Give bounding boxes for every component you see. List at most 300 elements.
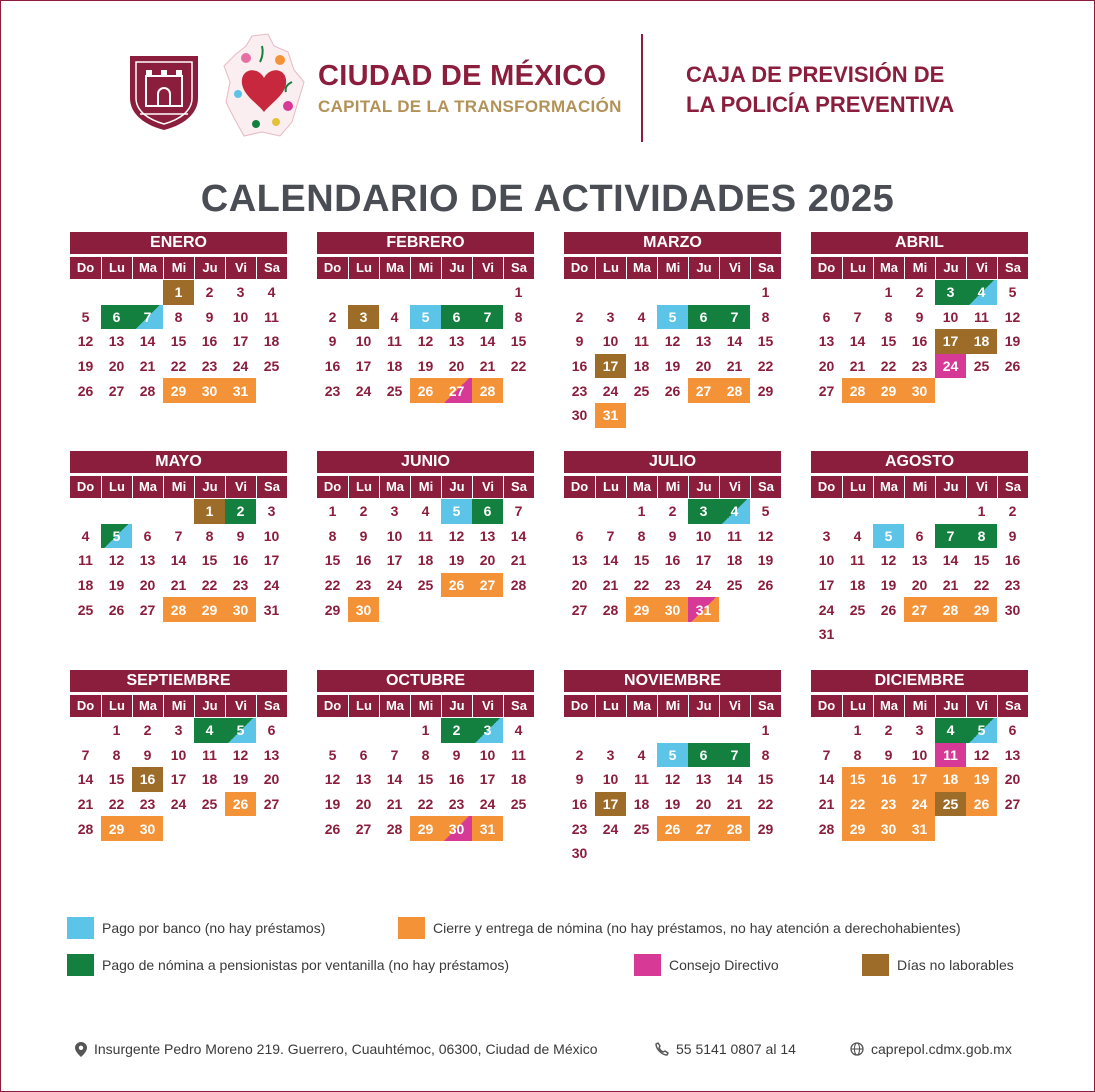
legend-swatch-nolab bbox=[862, 954, 889, 976]
day-cell: 29 bbox=[324, 601, 341, 618]
month-abril bbox=[811, 232, 1028, 403]
coat-of-arms-icon bbox=[128, 52, 200, 132]
empty-cell bbox=[811, 280, 842, 305]
day-cell: 23 bbox=[1004, 577, 1021, 594]
day-cell: 20 bbox=[448, 358, 465, 375]
empty-cell bbox=[595, 499, 626, 524]
day-cell: 1 bbox=[637, 503, 646, 520]
month-octubre bbox=[317, 670, 534, 841]
cdmx-heart-logo-icon bbox=[222, 32, 306, 140]
day-cell: 16 bbox=[911, 333, 928, 350]
weekday-header: Sa bbox=[750, 695, 781, 717]
weekday-header: Vi bbox=[472, 476, 503, 498]
day-cell-pension: 8 bbox=[966, 524, 997, 549]
day-cell: 20 bbox=[571, 577, 588, 594]
empty-cell bbox=[564, 718, 595, 743]
day-cell-cierre: 23 bbox=[873, 792, 904, 817]
day-cell: 22 bbox=[417, 796, 434, 813]
day-cell: 7 bbox=[174, 527, 183, 544]
day-grid bbox=[564, 718, 781, 866]
day-cell: 18 bbox=[201, 771, 218, 788]
day-cell: 30 bbox=[1004, 601, 1021, 618]
city-name: CIUDAD DE MÉXICO bbox=[318, 60, 607, 92]
empty-cell bbox=[904, 499, 935, 524]
day-cell: 2 bbox=[328, 308, 337, 325]
day-cell: 15 bbox=[633, 552, 650, 569]
day-cell: 14 bbox=[386, 771, 403, 788]
footer-website bbox=[850, 1041, 1012, 1057]
day-cell: 23 bbox=[355, 577, 372, 594]
day-cell: 15 bbox=[973, 552, 990, 569]
weekday-header: Do bbox=[564, 476, 595, 498]
day-cell: 25 bbox=[849, 601, 866, 618]
day-cell: 21 bbox=[139, 358, 156, 375]
day-cell-consejo-cierre: 31 bbox=[688, 597, 719, 622]
day-grid bbox=[70, 499, 287, 622]
day-cell: 3 bbox=[915, 722, 924, 739]
day-cell: 2 bbox=[575, 308, 584, 325]
day-cell: 14 bbox=[849, 333, 866, 350]
weekday-header: Ju bbox=[688, 695, 719, 717]
weekday-header: Do bbox=[70, 695, 101, 717]
weekday-header: Mi bbox=[163, 257, 194, 279]
day-cell: 31 bbox=[818, 626, 835, 643]
day-cell: 11 bbox=[264, 308, 279, 325]
weekday-header: Ju bbox=[441, 476, 472, 498]
day-cell-cierre: 29 bbox=[873, 378, 904, 403]
day-cell: 11 bbox=[418, 527, 433, 544]
day-cell: 10 bbox=[355, 333, 372, 350]
empty-cell bbox=[441, 280, 472, 305]
day-cell-cierre: 29 bbox=[410, 816, 441, 841]
day-cell: 14 bbox=[726, 771, 743, 788]
day-cell: 11 bbox=[78, 552, 93, 569]
weekday-header: Ma bbox=[873, 257, 904, 279]
month-mayo bbox=[70, 451, 287, 622]
month-name: ENERO bbox=[70, 232, 287, 254]
weekday-header-row bbox=[564, 695, 781, 717]
day-cell: 13 bbox=[571, 552, 588, 569]
day-cell: 2 bbox=[143, 722, 152, 739]
globe-icon bbox=[850, 1042, 864, 1056]
phone-icon bbox=[655, 1042, 669, 1056]
day-cell-cierre: 27 bbox=[688, 378, 719, 403]
day-cell-cierre: 26 bbox=[410, 378, 441, 403]
day-cell: 31 bbox=[263, 601, 280, 618]
weekday-header: Ju bbox=[688, 257, 719, 279]
day-cell: 18 bbox=[386, 358, 403, 375]
day-cell: 20 bbox=[139, 577, 156, 594]
legend-consejo bbox=[634, 954, 779, 976]
day-cell: 6 bbox=[1008, 722, 1017, 739]
day-cell: 19 bbox=[664, 358, 681, 375]
empty-cell bbox=[626, 718, 657, 743]
day-cell: 5 bbox=[1008, 284, 1017, 301]
day-cell: 11 bbox=[634, 333, 649, 350]
day-cell-cierre: 15 bbox=[842, 767, 873, 792]
day-cell-cierre: 29 bbox=[966, 597, 997, 622]
day-cell: 9 bbox=[1008, 527, 1017, 544]
day-cell: 18 bbox=[726, 552, 743, 569]
day-cell: 1 bbox=[977, 503, 986, 520]
day-cell: 9 bbox=[143, 746, 152, 763]
day-cell: 25 bbox=[263, 358, 280, 375]
empty-cell bbox=[379, 280, 410, 305]
day-cell: 21 bbox=[510, 552, 527, 569]
empty-cell bbox=[348, 718, 379, 743]
day-cell-pension-banco: 5 bbox=[966, 718, 997, 743]
weekday-header: Vi bbox=[225, 257, 256, 279]
day-cell: 23 bbox=[201, 358, 218, 375]
day-cell: 18 bbox=[77, 577, 94, 594]
day-cell: 3 bbox=[390, 503, 399, 520]
day-cell: 27 bbox=[139, 601, 156, 618]
day-cell: 12 bbox=[1004, 308, 1021, 325]
day-cell-cierre: 30 bbox=[348, 597, 379, 622]
day-cell: 2 bbox=[884, 722, 893, 739]
day-cell: 23 bbox=[664, 577, 681, 594]
day-cell: 15 bbox=[417, 771, 434, 788]
day-cell: 23 bbox=[571, 382, 588, 399]
day-cell-pension: 7 bbox=[719, 743, 750, 768]
day-cell: 24 bbox=[479, 796, 496, 813]
phone-text[interactable]: 55 5141 0807 al 14 bbox=[676, 1041, 796, 1057]
weekday-header-row bbox=[70, 695, 287, 717]
empty-cell bbox=[719, 718, 750, 743]
page-title: CALENDARIO DE ACTIVIDADES 2025 bbox=[200, 178, 895, 220]
day-grid bbox=[564, 499, 781, 622]
day-cell: 10 bbox=[818, 552, 835, 569]
day-cell: 28 bbox=[510, 577, 527, 594]
legend-label: Pago por banco (no hay préstamos) bbox=[102, 920, 326, 936]
weekday-header: Ma bbox=[626, 695, 657, 717]
weekday-header-row bbox=[70, 476, 287, 498]
day-cell: 13 bbox=[479, 527, 496, 544]
day-cell: 17 bbox=[818, 577, 835, 594]
day-cell: 19 bbox=[664, 796, 681, 813]
day-cell: 11 bbox=[850, 552, 865, 569]
day-cell-consejo: 11 bbox=[935, 743, 966, 768]
day-cell: 5 bbox=[761, 503, 770, 520]
day-cell: 28 bbox=[602, 601, 619, 618]
day-cell: 12 bbox=[973, 746, 990, 763]
day-cell-banco: 5 bbox=[441, 499, 472, 524]
legend-banco bbox=[67, 917, 325, 939]
day-cell-banco: 5 bbox=[657, 743, 688, 768]
day-cell-nolab: 1 bbox=[194, 499, 225, 524]
weekday-header: Do bbox=[70, 476, 101, 498]
weekday-header-row bbox=[564, 476, 781, 498]
day-cell: 24 bbox=[602, 820, 619, 837]
day-cell-pension: 4 bbox=[935, 718, 966, 743]
day-cell: 26 bbox=[880, 601, 897, 618]
day-cell: 12 bbox=[77, 333, 94, 350]
empty-cell bbox=[657, 718, 688, 743]
day-cell: 7 bbox=[822, 746, 831, 763]
day-grid bbox=[811, 499, 1028, 647]
day-cell: 9 bbox=[575, 333, 584, 350]
day-cell-cierre: 16 bbox=[873, 767, 904, 792]
weekday-header: Do bbox=[70, 257, 101, 279]
weekday-header: Vi bbox=[719, 695, 750, 717]
day-cell: 16 bbox=[1004, 552, 1021, 569]
weekday-header: Mi bbox=[904, 476, 935, 498]
day-cell-nolab: 1 bbox=[163, 280, 194, 305]
day-cell-cierre: 31 bbox=[225, 378, 256, 403]
weekday-header: Ju bbox=[441, 257, 472, 279]
day-cell: 20 bbox=[355, 796, 372, 813]
day-cell: 27 bbox=[818, 382, 835, 399]
empty-cell bbox=[688, 718, 719, 743]
day-cell: 11 bbox=[202, 746, 217, 763]
day-cell: 22 bbox=[757, 796, 774, 813]
day-cell-cierre: 26 bbox=[225, 792, 256, 817]
day-cell: 23 bbox=[571, 820, 588, 837]
day-cell-nolab: 18 bbox=[966, 329, 997, 354]
day-cell: 17 bbox=[263, 552, 280, 569]
weekday-header: Lu bbox=[842, 476, 873, 498]
day-cell-banco: 5 bbox=[657, 305, 688, 330]
day-cell: 20 bbox=[108, 358, 125, 375]
day-cell: 20 bbox=[695, 796, 712, 813]
day-cell: 11 bbox=[387, 333, 402, 350]
day-cell: 6 bbox=[267, 722, 276, 739]
day-cell: 22 bbox=[510, 358, 527, 375]
day-cell: 2 bbox=[915, 284, 924, 301]
weekday-header: Vi bbox=[966, 476, 997, 498]
day-cell: 14 bbox=[818, 771, 835, 788]
day-cell: 14 bbox=[510, 527, 527, 544]
day-cell: 9 bbox=[328, 333, 337, 350]
weekday-header: Ma bbox=[873, 695, 904, 717]
weekday-header: Do bbox=[811, 695, 842, 717]
empty-cell bbox=[317, 718, 348, 743]
day-cell: 16 bbox=[448, 771, 465, 788]
day-cell-cierre: 30 bbox=[657, 597, 688, 622]
day-cell: 17 bbox=[479, 771, 496, 788]
weekday-header: Ma bbox=[626, 257, 657, 279]
day-cell-pension-banco: 7 bbox=[132, 305, 163, 330]
day-cell: 12 bbox=[664, 333, 681, 350]
day-cell: 6 bbox=[575, 527, 584, 544]
day-cell-pension-banco: 4 bbox=[966, 280, 997, 305]
legend-swatch-consejo bbox=[634, 954, 661, 976]
weekday-header: Sa bbox=[750, 476, 781, 498]
day-cell: 14 bbox=[942, 552, 959, 569]
day-cell-nolab: 16 bbox=[132, 767, 163, 792]
day-cell-nolab: 17 bbox=[595, 792, 626, 817]
weekday-header: Sa bbox=[997, 257, 1028, 279]
weekday-header: Lu bbox=[101, 476, 132, 498]
day-cell: 8 bbox=[853, 746, 862, 763]
day-cell: 29 bbox=[757, 820, 774, 837]
day-cell: 22 bbox=[201, 577, 218, 594]
day-cell: 19 bbox=[77, 358, 94, 375]
day-cell: 26 bbox=[324, 820, 341, 837]
weekday-header: Mi bbox=[163, 695, 194, 717]
weekday-header: Mi bbox=[410, 695, 441, 717]
day-cell: 25 bbox=[77, 601, 94, 618]
day-cell: 10 bbox=[602, 333, 619, 350]
empty-cell bbox=[564, 280, 595, 305]
day-cell: 7 bbox=[81, 746, 90, 763]
weekday-header: Lu bbox=[348, 257, 379, 279]
day-cell: 21 bbox=[726, 796, 743, 813]
month-name: MAYO bbox=[70, 451, 287, 473]
day-cell: 21 bbox=[386, 796, 403, 813]
weekday-header: Do bbox=[564, 257, 595, 279]
day-cell: 24 bbox=[355, 382, 372, 399]
day-cell: 13 bbox=[108, 333, 125, 350]
weekday-header: Mi bbox=[657, 476, 688, 498]
day-cell: 14 bbox=[602, 552, 619, 569]
month-name: AGOSTO bbox=[811, 451, 1028, 473]
weekday-header: Lu bbox=[595, 257, 626, 279]
weekday-header: Ju bbox=[688, 476, 719, 498]
weekday-header: Ju bbox=[935, 476, 966, 498]
day-cell-cierre: 28 bbox=[719, 378, 750, 403]
day-cell-cierre: 28 bbox=[472, 378, 503, 403]
day-cell: 14 bbox=[479, 333, 496, 350]
day-cell: 20 bbox=[818, 358, 835, 375]
legend-label: Días no laborables bbox=[897, 957, 1014, 973]
empty-cell bbox=[101, 499, 132, 524]
empty-cell bbox=[70, 499, 101, 524]
day-cell: 26 bbox=[757, 577, 774, 594]
day-cell-pension: 7 bbox=[472, 305, 503, 330]
day-cell: 5 bbox=[81, 308, 90, 325]
day-cell: 10 bbox=[232, 308, 249, 325]
day-cell: 19 bbox=[448, 552, 465, 569]
day-cell: 21 bbox=[942, 577, 959, 594]
legend-pension bbox=[67, 954, 509, 976]
day-cell: 21 bbox=[818, 796, 835, 813]
weekday-header: Sa bbox=[503, 695, 534, 717]
day-cell: 1 bbox=[853, 722, 862, 739]
day-cell: 3 bbox=[174, 722, 183, 739]
day-cell: 14 bbox=[139, 333, 156, 350]
day-cell: 26 bbox=[1004, 358, 1021, 375]
day-cell: 21 bbox=[77, 796, 94, 813]
weekday-header: Mi bbox=[657, 257, 688, 279]
day-cell: 29 bbox=[757, 382, 774, 399]
day-cell-cierre: 30 bbox=[904, 378, 935, 403]
weekday-header: Sa bbox=[256, 257, 287, 279]
empty-cell bbox=[348, 280, 379, 305]
day-cell: 3 bbox=[236, 284, 245, 301]
day-cell: 19 bbox=[757, 552, 774, 569]
day-cell: 16 bbox=[324, 358, 341, 375]
empty-cell bbox=[935, 499, 966, 524]
day-cell: 15 bbox=[510, 333, 527, 350]
day-cell: 24 bbox=[170, 796, 187, 813]
weekday-header: Vi bbox=[225, 476, 256, 498]
weekday-header: Sa bbox=[503, 476, 534, 498]
day-cell: 8 bbox=[112, 746, 121, 763]
day-cell: 3 bbox=[606, 308, 615, 325]
day-cell: 18 bbox=[417, 552, 434, 569]
day-cell-pension: 7 bbox=[719, 305, 750, 330]
day-cell-pension-banco: 3 bbox=[472, 718, 503, 743]
day-cell: 12 bbox=[757, 527, 774, 544]
day-cell: 7 bbox=[853, 308, 862, 325]
empty-cell bbox=[811, 499, 842, 524]
day-cell: 10 bbox=[479, 746, 496, 763]
day-cell: 3 bbox=[267, 503, 276, 520]
weekday-header: Sa bbox=[256, 476, 287, 498]
day-cell: 11 bbox=[974, 308, 989, 325]
day-cell: 18 bbox=[633, 796, 650, 813]
day-cell: 7 bbox=[606, 527, 615, 544]
day-cell: 25 bbox=[633, 820, 650, 837]
empty-cell bbox=[472, 280, 503, 305]
legend-label: Pago de nómina a pensionistas por ventanilla (no hay préstamos) bbox=[102, 957, 510, 973]
day-cell: 7 bbox=[514, 503, 523, 520]
weekday-header-row bbox=[317, 257, 534, 279]
month-name: DICIEMBRE bbox=[811, 670, 1028, 692]
empty-cell bbox=[70, 280, 101, 305]
day-cell: 18 bbox=[510, 771, 527, 788]
day-cell-cierre: 26 bbox=[657, 816, 688, 841]
legend-swatch-pension bbox=[67, 954, 94, 976]
weekday-header: Ma bbox=[132, 476, 163, 498]
empty-cell bbox=[70, 718, 101, 743]
day-cell: 1 bbox=[884, 284, 893, 301]
month-junio bbox=[317, 451, 534, 622]
website-link[interactable]: caprepol.cdmx.gob.mx bbox=[871, 1041, 1012, 1057]
day-cell: 19 bbox=[232, 771, 249, 788]
day-cell: 2 bbox=[668, 503, 677, 520]
month-name: FEBRERO bbox=[317, 232, 534, 254]
day-cell: 27 bbox=[1004, 796, 1021, 813]
day-grid bbox=[317, 718, 534, 841]
weekday-header-row bbox=[564, 257, 781, 279]
day-cell: 16 bbox=[355, 552, 372, 569]
footer-address bbox=[75, 1041, 598, 1057]
day-cell: 10 bbox=[602, 771, 619, 788]
day-cell-cierre: 22 bbox=[842, 792, 873, 817]
day-cell: 13 bbox=[263, 746, 280, 763]
day-cell: 28 bbox=[77, 820, 94, 837]
day-cell: 8 bbox=[884, 308, 893, 325]
day-cell: 17 bbox=[386, 552, 403, 569]
day-cell-cierre: 18 bbox=[935, 767, 966, 792]
day-cell-cierre: 28 bbox=[719, 816, 750, 841]
city-tagline: CAPITAL DE LA TRANSFORMACIÓN bbox=[318, 97, 622, 116]
day-cell: 10 bbox=[942, 308, 959, 325]
weekday-header: Ju bbox=[441, 695, 472, 717]
day-cell: 15 bbox=[757, 333, 774, 350]
footer-phone bbox=[655, 1041, 796, 1057]
weekday-header: Vi bbox=[966, 695, 997, 717]
day-cell: 21 bbox=[726, 358, 743, 375]
day-cell: 15 bbox=[880, 333, 897, 350]
day-cell: 22 bbox=[633, 577, 650, 594]
org-name-line1: CAJA DE PREVISIÓN DE bbox=[686, 62, 945, 87]
day-cell-cierre-consejo: 30 bbox=[441, 816, 472, 841]
day-cell: 5 bbox=[328, 746, 337, 763]
day-cell: 18 bbox=[633, 358, 650, 375]
day-cell: 2 bbox=[359, 503, 368, 520]
day-cell: 8 bbox=[761, 308, 770, 325]
day-cell: 11 bbox=[727, 527, 742, 544]
day-cell: 24 bbox=[602, 382, 619, 399]
day-cell: 16 bbox=[571, 358, 588, 375]
weekday-header: Ju bbox=[194, 476, 225, 498]
empty-cell bbox=[811, 718, 842, 743]
day-cell-pension: 2 bbox=[441, 718, 472, 743]
weekday-header: Lu bbox=[595, 695, 626, 717]
